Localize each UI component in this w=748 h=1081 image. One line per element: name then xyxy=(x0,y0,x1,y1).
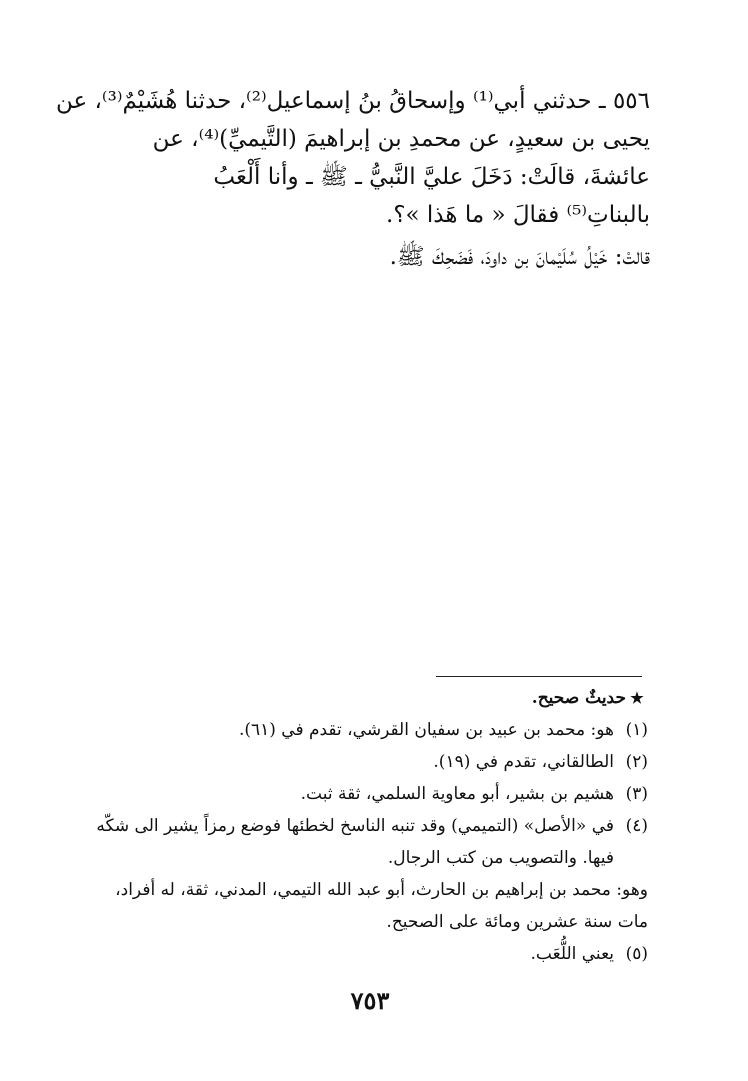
footnote-item xyxy=(88,810,648,842)
footnote-text: الطالقاني، تقدم في (١٩). xyxy=(433,752,614,772)
star-icon: ★ xyxy=(630,689,644,707)
footnote-number: (٢) xyxy=(625,752,648,772)
hadith-line: ٥٥٦ ـ حدثني أبي⁽¹⁾ وإسحاقُ بنُ إسماعيل⁽²⁾، حدثنا هُشَيْمٌ⁽³⁾، عن xyxy=(55,88,650,114)
footnote-continuation: مات سنة عشرين ومائة على الصحيح. xyxy=(386,912,648,932)
hadith-line: قالتْ: خَيْلُ سُلَيْمانَ بن داودَ، فَضَحِكَ ﷺ. xyxy=(389,244,650,270)
footnote-item xyxy=(88,746,648,778)
footnote-item xyxy=(88,778,648,810)
footnote-text: في «الأصل» (التميمي) وقد تنبه الناسخ لخطئها فوضع رمزاً يشير الى شكّه xyxy=(96,816,614,836)
footnote-item xyxy=(88,714,648,746)
footnote-grade xyxy=(88,682,648,714)
footnote-text: هو: محمد بن عبيد بن سفيان القرشي، تقدم في (٦١). xyxy=(238,720,614,740)
grade-text: حديثٌ صحيح. xyxy=(531,688,626,708)
footnote-text: هشيم بن بشير، أبو معاوية السلمي، ثقة ثبت. xyxy=(300,784,614,804)
footnote-continuation: وهو: محمد بن إبراهيم بن الحارث، أبو عبد الله التيمي، المدني، ثقة، له أفراد، xyxy=(115,880,648,900)
hadith-text xyxy=(55,82,650,276)
footnote-number: (٤) xyxy=(625,816,648,836)
footnote-continuation: فيها. والتصويب من كتب الرجال. xyxy=(387,848,614,868)
footnote-number: (٥) xyxy=(625,944,648,964)
footnotes xyxy=(88,682,648,970)
footnote-item xyxy=(88,938,648,970)
page-number: ٧٥٣ xyxy=(350,986,390,1015)
hadith-line: يحيى بن سعيدٍ، عن محمدِ بن إبراهيمَ (التَّيميِّ)⁽⁴⁾، عن xyxy=(152,126,650,152)
footnote-separator xyxy=(436,676,642,677)
footnote-number: (١) xyxy=(625,720,648,740)
footnote-text: يعني اللُّعَب. xyxy=(530,944,614,964)
hadith-line: بالبناتِ⁽⁵⁾ فقالَ « ما هَذا »؟. xyxy=(386,202,650,228)
footnote-number: (٣) xyxy=(625,784,648,804)
hadith-line: عائشةَ، قالَتْ: دَخَلَ عليَّ النَّبيُّ ـ ﷺ ـ وأنا أَلْعَبُ xyxy=(213,164,650,190)
